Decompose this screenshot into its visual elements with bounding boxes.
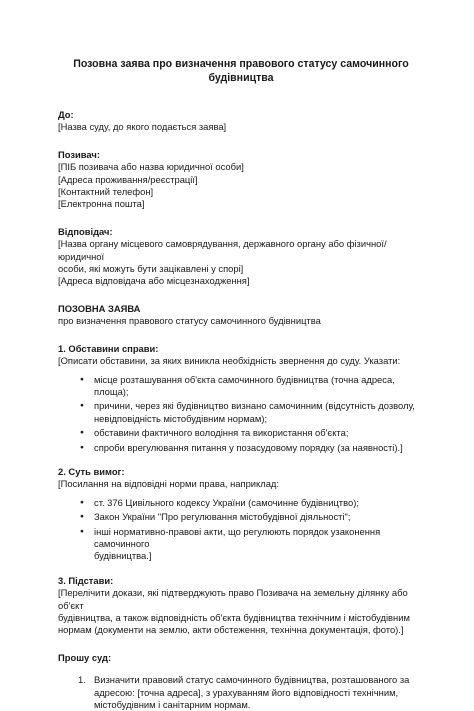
request-heading: Прошу суд: — [58, 651, 112, 663]
defendant-line: особи, які можуть бути зацікавлені у спорі] — [58, 263, 244, 275]
defendant-line: [Адреса відповідача або місцезнаходження] — [58, 275, 250, 287]
section3-line: [Перелічити докази, які підтверджують право Позивача на земельну ділянку або об'єкт — [58, 587, 408, 611]
section2-heading: 2. Суть вимог: — [58, 465, 125, 477]
to-heading: До: — [58, 109, 74, 120]
plaintiff-line: [Електронна пошта] — [58, 198, 145, 210]
defendant-line: [Назва органу місцевого самоврядування, державного органу або фізичної/юридичної — [58, 238, 387, 262]
document-title — [58, 57, 424, 85]
plaintiff-line: [Адреса проживання/реєстрації] — [58, 173, 198, 185]
request-list — [58, 674, 424, 711]
plaintiff-line: [Контактний телефон] — [58, 186, 154, 198]
title-line-1: Позовна заява про визначення правового статусу самочинного — [73, 58, 409, 70]
court-name-placeholder: [Назва суду, до якого подається заява] — [58, 121, 227, 133]
section3-line: нормам (документи на землю, акти обстеження, технічна документація, фото).] — [58, 624, 404, 636]
section3-heading: 3. Підстави: — [58, 574, 114, 586]
claim-block — [58, 303, 424, 328]
request-block — [58, 652, 424, 711]
section-circumstances — [58, 343, 424, 454]
section-claims — [58, 466, 424, 563]
section1-intro: [Описати обставини, за яких виникла необхідність звернення до суду. Указати: — [58, 355, 401, 367]
list-item: ● спроби врегулювання питання у позасудовому порядку (за наявності).] — [94, 442, 424, 454]
section2-bullet-list — [58, 497, 424, 563]
claim-heading: ПОЗОВНА ЗАЯВА — [58, 302, 141, 314]
plaintiff-heading: Позивач: — [58, 148, 100, 160]
plaintiff-line: [ПІБ позивача або назва юридичної особи] — [58, 161, 244, 173]
defendant-block — [58, 226, 424, 288]
section1-heading: 1. Обставини справи: — [58, 342, 159, 354]
list-item: ● ст. 376 Цивільного кодексу України (самочинне будівництво); — [94, 497, 424, 509]
title-line-2: будівництва — [208, 72, 274, 84]
section3-line: будівництва, а також відповідність об'єкта будівництва технічним і містобудівним — [58, 612, 410, 623]
section-grounds — [58, 575, 424, 637]
plaintiff-block — [58, 149, 424, 211]
list-item: ● причини, через які будівництво визнано самочинним (відсутність дозволу, невідповідність містобудівним нормам); — [94, 400, 424, 425]
list-item: ● місце розташування об'єкта самочинного будівництва (точна адреса, площа); — [94, 374, 424, 399]
list-item: ● обставини фактичного володіння та використання об'єкта; — [94, 427, 424, 439]
list-item: ● Закон України "Про регулювання містобудівної діяльності"; — [94, 511, 424, 523]
item-number: 1. — [78, 674, 86, 686]
claim-subtitle: про визначення правового статусу самочинного будівництва — [58, 315, 321, 327]
defendant-heading: Відповідач: — [58, 225, 113, 237]
list-item: ● інші нормативно-правові акти, що регулюють порядок узаконення самочинного будівництва.] — [94, 526, 424, 563]
list-item: 1. Визначити правовий статус самочинного будівництва, розташованого за адресою: [точна адреса], з урахуванням його відповідності технічним, містобудівним і санітарним нормам. — [78, 674, 410, 711]
to-block — [58, 109, 424, 134]
section2-intro: [Посилання на відповідні норми права, наприклад: — [58, 478, 279, 490]
section1-bullet-list — [58, 374, 424, 454]
